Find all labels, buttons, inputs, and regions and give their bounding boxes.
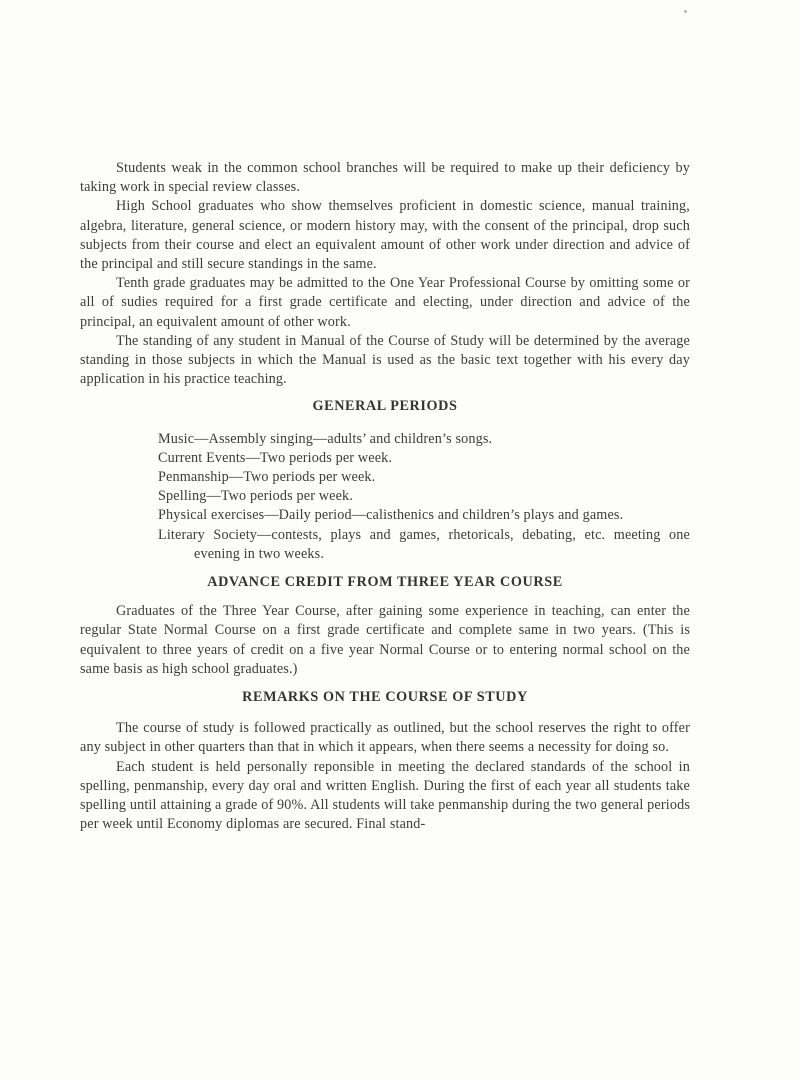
intro-paragraph: The standing of any student in Manual of the Course of Study will be determined by the average standing in those subjects in which the Manual is used as the basic text together with his every day application in his practice teaching. xyxy=(80,332,690,388)
intro-paragraph: High School graduates who show themselves proficient in domestic science, manual training, algebra, literature, general science, or modern history may, with the consent of the principal, drop such subjects from their course and elect an equivalent amount of other work under direction and advice of the principal and still secure standings in the same. xyxy=(80,198,690,273)
general-periods-list xyxy=(80,430,690,564)
period-item: Current Events—Two periods per week. xyxy=(158,449,393,466)
scan-speck xyxy=(684,10,687,13)
intro-paragraph: Tenth grade graduates may be admitted to the One Year Professional Course by omitting some or all of sudies required for a first grade certificate and electing, under direction and advice of the principal, an equivalent amount of other work. xyxy=(80,275,690,330)
period-item: Literary Society—contests, plays and games, rhetoricals, debating, etc. meeting one evening in two weeks. xyxy=(158,526,690,562)
remarks-paragraph: The course of study is followed practically as outlined, but the school reserves the right to offer any subject in other quarters than that in which it appears, when there seems a necessity for doing so. xyxy=(80,720,690,756)
text-column xyxy=(80,159,690,835)
period-item: Physical exercises—Daily period—calisthenics and children’s plays and games. xyxy=(158,507,624,524)
advance-credit-paragraph: Graduates of the Three Year Course, after gaining some experience in teaching, can enter the regular State Normal Course on a first grade certificate and complete same in two years. (This is equivalent to three years of credit on a five year Normal Course or to entering normal school on the same basis as high school graduates.) xyxy=(80,603,690,677)
period-item: Music—Assembly singing—adults’ and children’s songs. xyxy=(158,430,493,447)
intro-paragraph: Students weak in the common school branches will be required to make up their deficiency by taking work in special review classes. xyxy=(80,160,690,196)
period-item: Spelling—Two periods per week. xyxy=(158,488,353,505)
period-item: Penmanship—Two periods per week. xyxy=(158,469,376,486)
remarks-paragraph: Each student is held personally reponsible in meeting the declared standards of the school in spelling, penmanship, every day oral and written English. During the first of each year all students take spelling until attaining a grade of 90%. All students will take penmanship during the two general periods per week until Economy diplomas are secured. Final stand- xyxy=(80,758,690,833)
advance-credit-heading: ADVANCE CREDIT FROM THREE YEAR COURSE xyxy=(207,574,563,591)
remarks-heading: REMARKS ON THE COURSE OF STUDY xyxy=(242,689,528,706)
general-periods-heading: GENERAL PERIODS xyxy=(312,398,458,415)
